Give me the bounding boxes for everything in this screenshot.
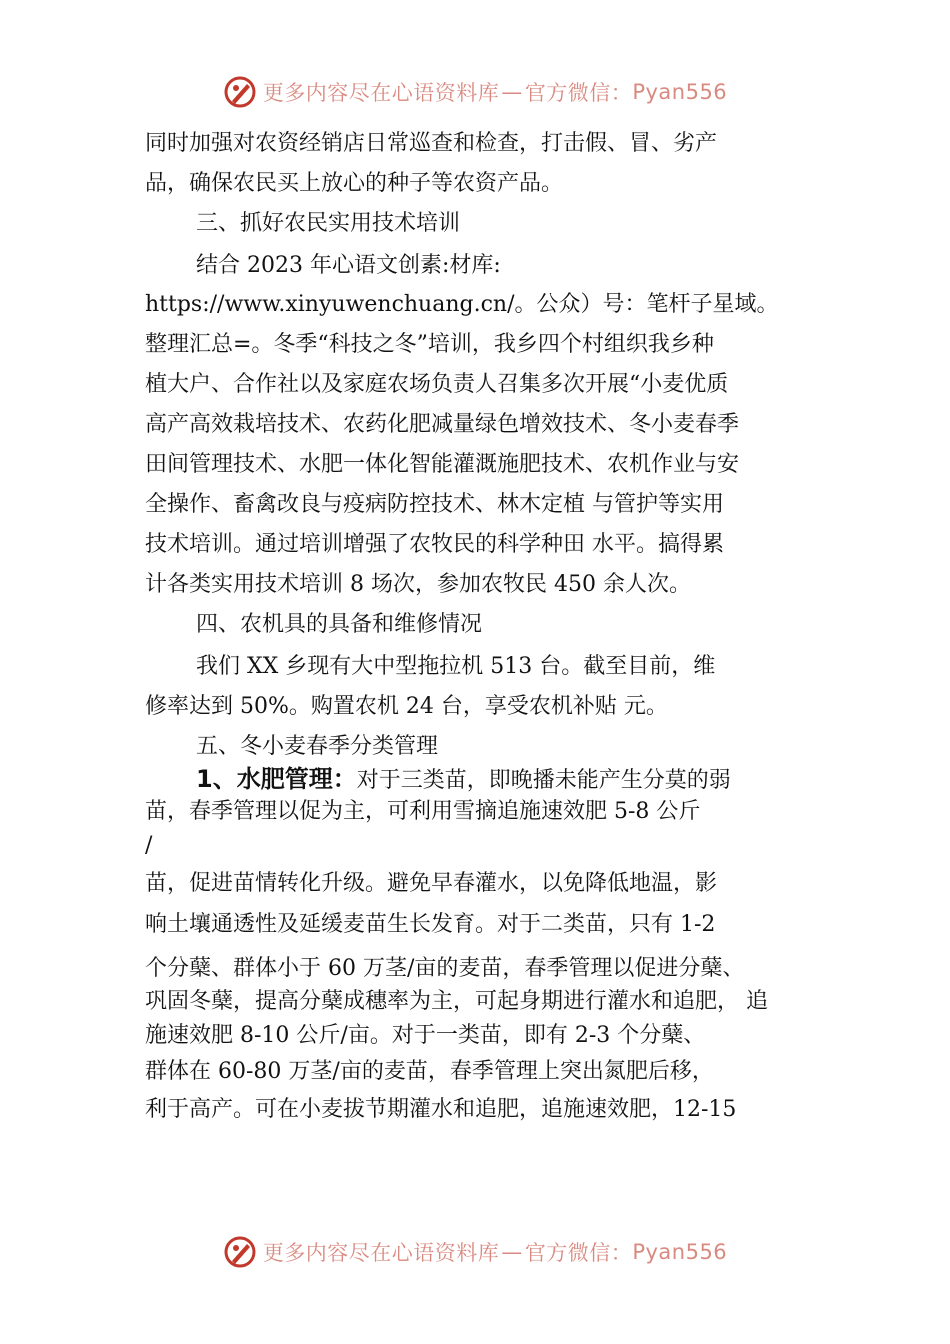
bold-lead-text: 1、水肥管理： <box>196 765 357 793</box>
body-line: 修率达到 50%。购置农机 24 台，享受农机补贴 元。 <box>145 694 668 719</box>
section-heading-3: 三、抓好农民实用技术培训 <box>196 211 461 236</box>
watermark-wechat-label: 官方微信： <box>524 1241 633 1265</box>
body-line: 整理汇总=。冬季“科技之冬”培训，我乡四个村组织我乡种 <box>145 332 714 357</box>
watermark-wechat-id: Pyan556 <box>632 80 728 104</box>
pen-logo-icon <box>223 1235 257 1269</box>
body-line: 同时加强对农资经销店日常巡查和检查，打击假、冒、劣产 <box>145 131 718 156</box>
body-line: 高产高效栽培技术、农药化肥减量绿色增效技术、冬小麦春季 <box>145 412 740 437</box>
watermark-separator: — <box>501 80 523 104</box>
body-line: 苗，促进苗情转化升级。避免早春灌水，以免降低地温，影 <box>145 871 718 896</box>
body-line: 群体在 60-80 万茎/亩的麦苗，春季管理上突出氮肥后移， <box>145 1059 714 1084</box>
watermark-separator: — <box>501 1240 523 1264</box>
body-line-with-lead <box>196 764 731 796</box>
body-line: 计各类实用技术培训 8 场次，参加农牧民 450 余人次。 <box>145 572 691 597</box>
body-line: 巩固冬蘖，提高分蘖成穗率为主，可起身期进行灌水和追肥， 追 <box>145 989 768 1014</box>
body-line: 田间管理技术、水肥一体化智能灌溉施肥技术、农机作业与安 <box>145 452 740 477</box>
section-heading-5: 五、冬小麦春季分类管理 <box>196 734 439 759</box>
body-line: https://www.xinyuwenchuang.cn/。公众）号：笔杆子星域。 <box>145 292 779 317</box>
body-line: 个分蘖、群体小于 60 万茎/亩的麦苗，春季管理以促进分蘖、 <box>145 956 745 981</box>
body-line: / <box>145 833 153 858</box>
body-line: 施速效肥 8-10 公斤/亩。对于一类苗，即有 2-3 个分蘖、 <box>145 1023 706 1048</box>
body-line: 利于高产。可在小麦拔节期灌水和追肥，追施速效肥，12-15 <box>145 1097 737 1122</box>
body-line: 响土壤通透性及延缓麦苗生长发育。对于二类苗，只有 1-2 <box>145 912 716 937</box>
watermark-banner-bottom <box>0 1228 950 1276</box>
watermark-wechat-id: Pyan556 <box>632 1240 728 1264</box>
section-heading-4: 四、农机具的具备和维修情况 <box>196 612 483 637</box>
pen-logo-icon <box>223 75 257 109</box>
watermark-text: 更多内容尽在心语资料库 <box>262 81 500 105</box>
body-line: 我们 XX 乡现有大中型拖拉机 513 台。截至目前，维 <box>196 654 716 679</box>
watermark-banner-top <box>0 68 950 116</box>
body-line: 苗，春季管理以促为主，可利用雪摘追施速效肥 5-8 公斤 <box>145 799 701 824</box>
body-line: 全操作、畜禽改良与疫病防控技术、林木定植 与管护等实用 <box>145 492 724 517</box>
lead-line-text: 对于三类苗，即晚播未能产生分莫的弱 <box>356 768 731 793</box>
body-line: 品，确保农民买上放心的种子等农资产品。 <box>145 171 564 196</box>
watermark-text: 更多内容尽在心语资料库 <box>262 1241 500 1265</box>
watermark-wechat-label: 官方微信： <box>524 81 633 105</box>
body-line: 技术培训。通过培训增强了农牧民的科学种田 水平。搞得累 <box>145 532 724 557</box>
body-line: 结合 2023 年心语文创素:材库: <box>196 253 501 278</box>
body-line: 植大户、合作社以及家庭农场负责人召集多次开展“小麦优质 <box>145 372 729 397</box>
